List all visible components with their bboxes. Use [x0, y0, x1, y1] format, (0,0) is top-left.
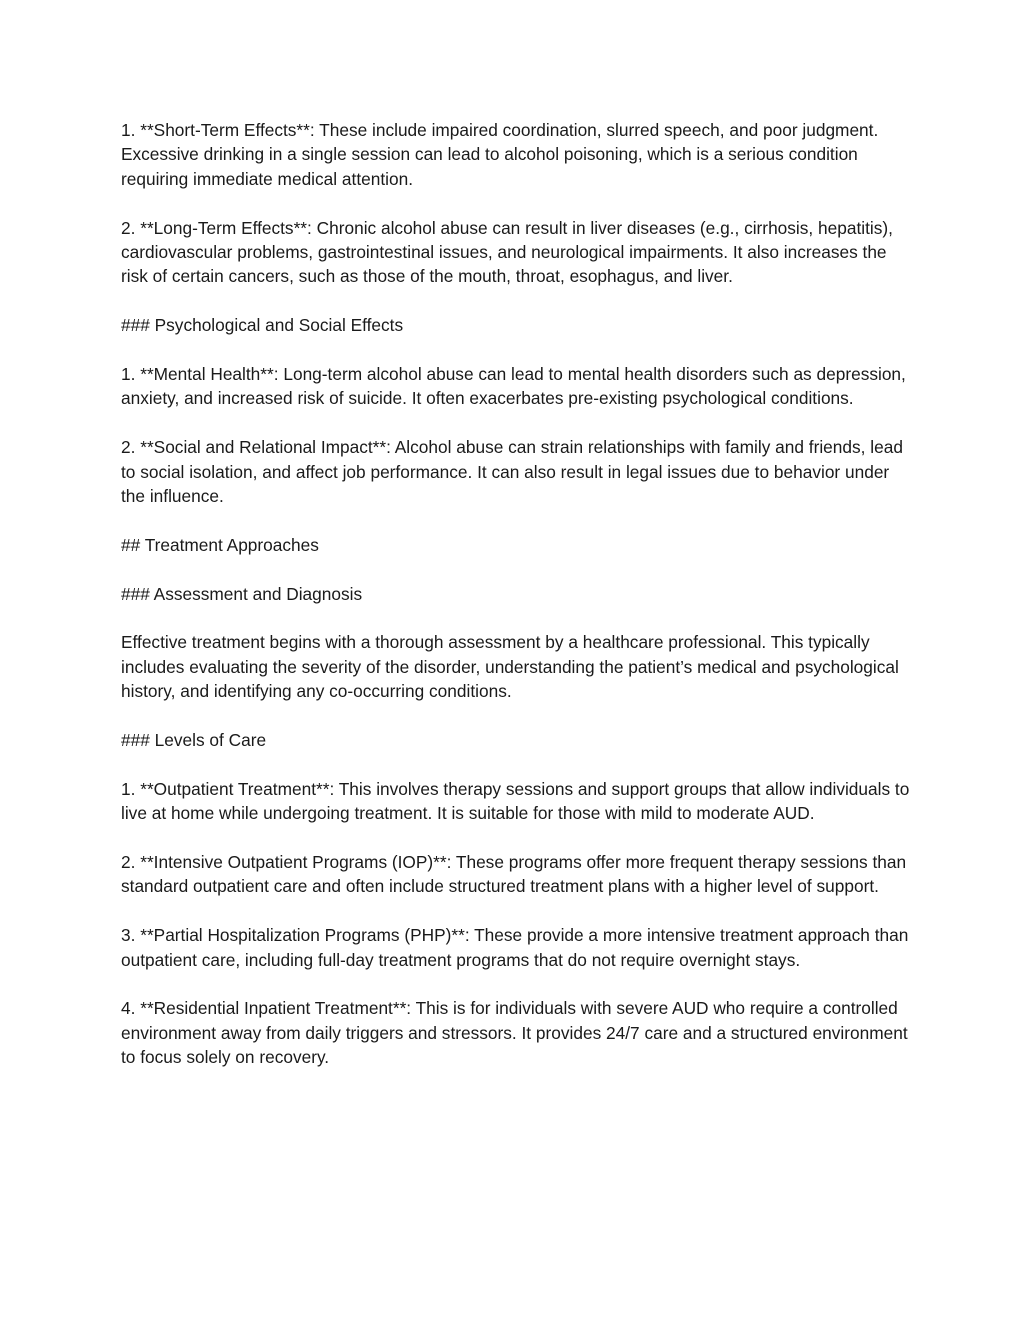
partial-hospitalization-item: 3. **Partial Hospitalization Programs (PHP)**: These provide a more intensive treatment approach than outpatient care, including full-day treatment programs that do not require overnight stays.: [121, 925, 909, 970]
document-page: [121, 118, 911, 1094]
social-relational-impact-item: 2. **Social and Relational Impact**: Alcohol abuse can strain relationships with family and friends, lead to social isolation, and affect job performance. It can also result in legal issues due to behavior under the influence.: [121, 437, 903, 507]
assessment-diagnosis-heading: ### Assessment and Diagnosis: [121, 583, 363, 604]
outpatient-treatment-item: 1. **Outpatient Treatment**: This involves therapy sessions and support groups that allow individuals to live at home while undergoing treatment. It is suitable for those with mild to moderate AUD.: [121, 778, 910, 824]
short-term-effects-item: 1. **Short-Term Effects**: These include impaired coordination, slurred speech, and poor judgment. Excessive drinking in a single session can lead to alcohol poisoning, which is a serious condition requiring immediate medical attention.: [121, 120, 879, 189]
long-term-effects-item: 2. **Long-Term Effects**: Chronic alcohol abuse can result in liver diseases (e.g., cirrhosis, hepatitis), cardiovascular problems, gastrointestinal issues, and neurological impairments. It also increases the risk of certain cancers, such as those of the mouth, throat, esophagus, and liver.: [121, 217, 893, 287]
intensive-outpatient-item: 2. **Intensive Outpatient Programs (IOP)**: These programs offer more frequent therapy sessions than standard outpatient care and often include structured treatment plans with a higher level of support.: [121, 852, 907, 897]
assessment-paragraph: Effective treatment begins with a thorough assessment by a healthcare professional. This typically includes evaluating the severity of the disorder, understanding the patient’s medical and psychological history, and identifying any co-occurring conditions.: [121, 632, 899, 702]
levels-of-care-heading: ### Levels of Care: [121, 730, 267, 751]
residential-inpatient-item: 4. **Residential Inpatient Treatment**: This is for individuals with severe AUD who require a controlled environment away from daily triggers and stressors. It provides 24/7 care and a structured environment to focus solely on recovery.: [121, 998, 908, 1068]
mental-health-item: 1. **Mental Health**: Long-term alcohol abuse can lead to mental health disorders such as depression, anxiety, and increased risk of suicide. It often exacerbates pre-existing psychological conditions.: [121, 364, 906, 409]
treatment-approaches-heading: ## Treatment Approaches: [121, 534, 319, 555]
psychological-social-effects-heading: ### Psychological and Social Effects: [121, 315, 404, 336]
